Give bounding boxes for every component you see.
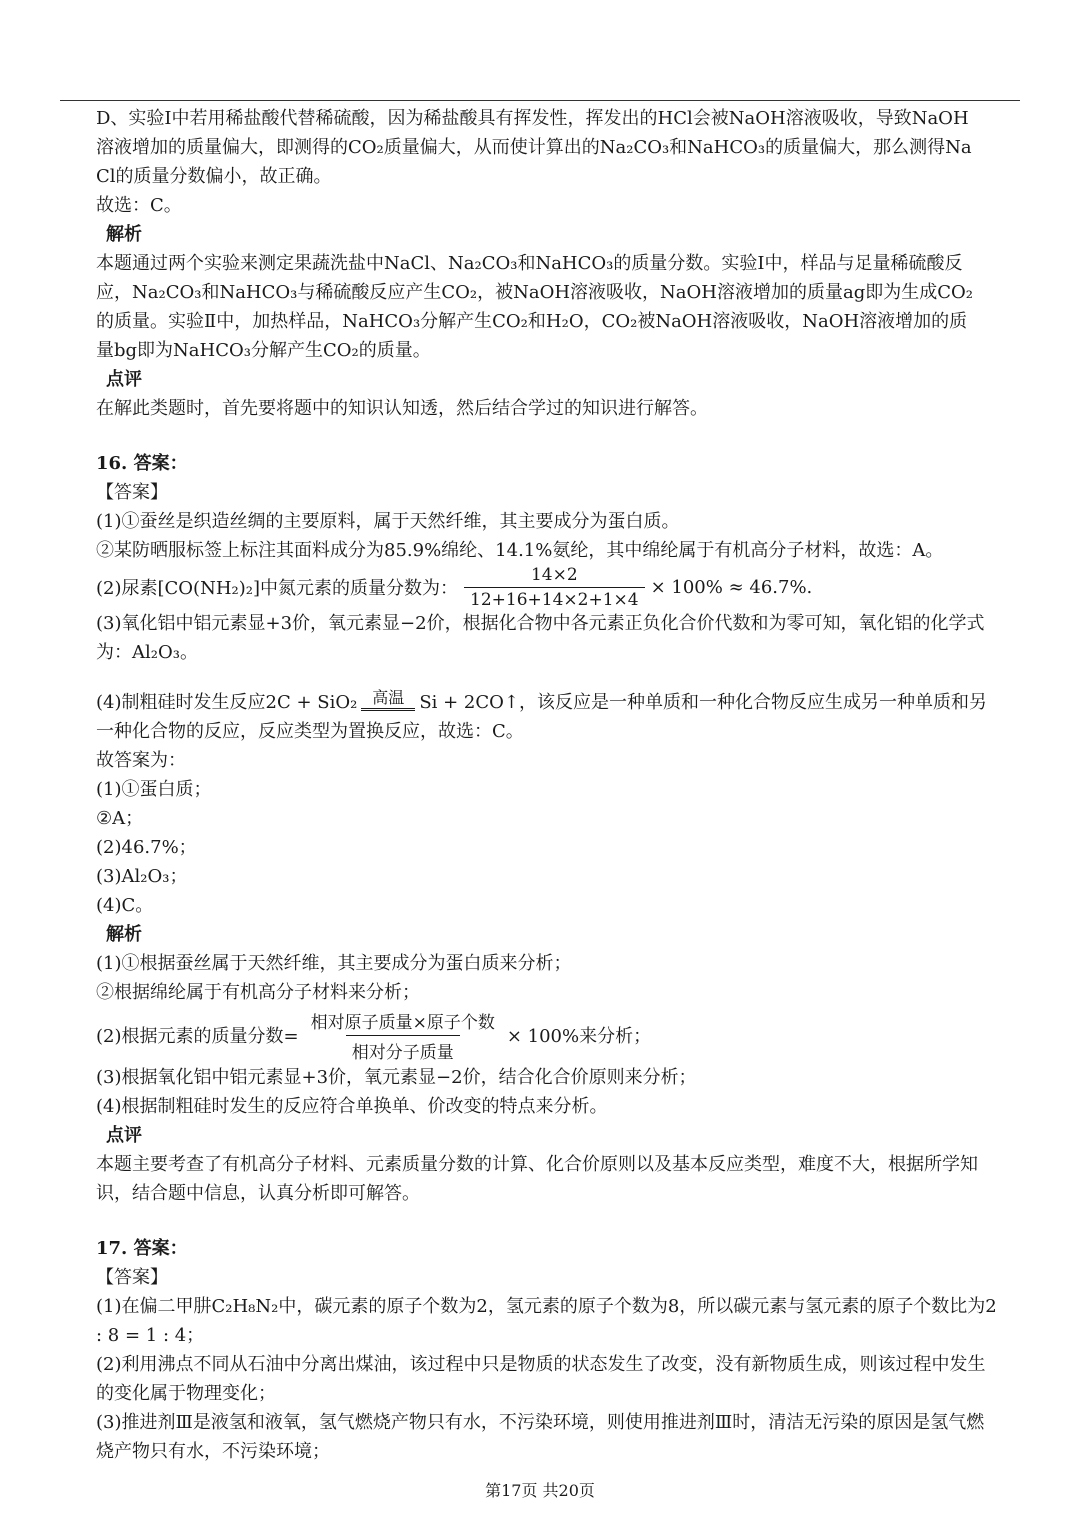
fraction-numerator: 相对原子质量×原子个数	[310, 1012, 495, 1033]
prev-answer-block	[96, 104, 1044, 423]
text-line: (4)C。	[96, 895, 154, 916]
text-line: 一种化合物的反应，反应类型为置换反应，故选：C。	[96, 721, 524, 742]
text-line: D、实验Ⅰ中若用稀盐酸代替稀硫酸，因为稀盐酸具有挥发性，挥发出的HCl会被NaOH溶液吸收，导致NaOH	[96, 108, 969, 129]
text-line: 故选：C。	[96, 195, 182, 216]
text-line: 本题通过两个实验来测定果蔬洗盐中NaCl、Na₂CO₃和NaHCO₃的质量分数。实验Ⅰ中，样品与足量稀硫酸反	[96, 253, 963, 274]
question-number: 17.	[96, 1238, 128, 1259]
text-line: (1)①根据蚕丝属于天然纤维，其主要成分为蛋白质来分析；	[96, 953, 572, 974]
equals-arrow-icon	[361, 708, 415, 711]
text-line: 烧产物只有水，不污染环境；	[96, 1441, 330, 1462]
question-17-title	[96, 1234, 1044, 1263]
answer-label: 答案：	[133, 1238, 188, 1259]
jiexi-heading: 解析	[106, 224, 142, 245]
answer-tag: 【答案】	[96, 482, 168, 503]
question-number: 16.	[96, 453, 128, 474]
answer-tag: 【答案】	[96, 1267, 168, 1288]
text-line: (2)利用沸点不同从石油中分离出煤油，该过程中只是物质的状态发生了改变，没有新物质生成，则该过程中发生	[96, 1354, 986, 1375]
text-line: (1)①蚕丝是织造丝绸的主要原料，属于天然纤维，其主要成分为蛋白质。	[96, 511, 680, 532]
reaction-arrow	[361, 688, 415, 717]
text-line: 故答案为：	[96, 750, 186, 771]
question-16-block	[96, 449, 1044, 1208]
text-line: (3)氧化铝中铝元素显+3价，氧元素显−2价，根据化合物中各元素正负化合价代数和为零可知，氧化铝的化学式	[96, 613, 985, 634]
text-line: : 8 = 1 : 4；	[96, 1325, 205, 1346]
text-line: 本题主要考查了有机高分子材料、元素质量分数的计算、化合价原则以及基本反应类型，难度不大，根据所学知	[96, 1154, 978, 1175]
formula-suffix: × 100% ≈ 46.7%.	[650, 576, 813, 598]
fraction-denominator: 12+16+14×2+1×4	[464, 587, 645, 610]
text-line: ②A；	[96, 808, 144, 829]
text-line: 的变化属于物理变化；	[96, 1383, 276, 1404]
formula-prefix: (2)根据元素的质量分数=	[96, 1026, 299, 1047]
fraction-numerator: 14×2	[530, 564, 578, 585]
fraction	[464, 565, 645, 610]
text-line: (1)在偏二甲肼C₂H₈N₂中，碳元素的原子个数为2，氢元素的原子个数为8，所以碳元素与氢元素的原子个数比为2	[96, 1296, 997, 1317]
dianping-heading: 点评	[106, 369, 142, 390]
reaction-suffix: Si + 2CO↑，该反应是一种单质和一种化合物反应生成另一种单质和另	[419, 692, 987, 713]
formula-prefix: (2)尿素[CO(NH₂)₂]中氮元素的质量分数为：	[96, 578, 458, 599]
text-line: (3)推进剂Ⅲ是液氢和液氧，氢气燃烧产物只有水，不污染环境，则使用推进剂Ⅲ时，清洁无污染的原因是氢气燃	[96, 1412, 985, 1433]
text-line: 量bg即为NaHCO₃分解产生CO₂的质量。	[96, 340, 431, 361]
text-line: (3)根据氧化铝中铝元素显+3价，氧元素显−2价，结合化合价原则来分析；	[96, 1067, 697, 1088]
dianping-heading: 点评	[106, 1125, 142, 1146]
text-line: 识，结合题中信息，认真分析即可解答。	[96, 1183, 420, 1204]
text-line: Cl的质量分数偏小，故正确。	[96, 166, 332, 187]
reaction-condition: 高温	[372, 688, 405, 707]
page-footer: 第17页 共20页	[485, 1481, 595, 1500]
text-line: (1)①蛋白质；	[96, 779, 212, 800]
text-line: 溶液增加的质量偏大，即测得的CO₂质量偏大，从而使计算出的Na₂CO₃和NaHCO₃的质量偏大，那么测得Na	[96, 137, 972, 158]
fraction	[305, 1008, 501, 1063]
text-line: 的质量。实验Ⅱ中，加热样品，NaHCO₃分解产生CO₂和H₂O，CO₂被NaOH溶液吸收，NaOH溶液增加的质	[96, 311, 968, 332]
jiexi-heading: 解析	[106, 924, 142, 945]
formula-suffix: × 100%来分析；	[506, 1026, 652, 1047]
text-line: 应，Na₂CO₃和NaHCO₃与稀硫酸反应产生CO₂，被NaOH溶液吸收，NaOH溶液增加的质量ag即为生成CO₂	[96, 282, 973, 303]
page-content	[96, 104, 1044, 1466]
text-line: (2)46.7%；	[96, 837, 197, 858]
text-line: (3)Al₂O₃；	[96, 866, 188, 887]
question-16-title	[96, 449, 1044, 478]
reaction-line	[96, 667, 1044, 717]
text-line: ②某防晒服标签上标注其面料成分为85.9%绵纶、14.1%氨纶，其中绵纶属于有机高分子材料，故选：A。	[96, 540, 944, 561]
text-line: 在解此类题时，首先要将题中的知识认知透，然后结合学过的知识进行解答。	[96, 398, 708, 419]
formula-line	[96, 565, 1044, 609]
header-rule	[60, 100, 1020, 101]
reaction-prefix: (4)制粗硅时发生反应2C + SiO₂	[96, 692, 358, 713]
fraction-denominator: 相对分子质量	[346, 1035, 460, 1063]
question-17-block	[96, 1234, 1044, 1466]
text-line: (4)根据制粗硅时发生的反应符合单换单、价改变的特点来分析。	[96, 1096, 608, 1117]
answer-label: 答案：	[133, 453, 188, 474]
formula-line	[96, 1007, 1044, 1063]
text-line: ②根据绵纶属于有机高分子材料来分析；	[96, 982, 420, 1003]
text-line: 为：Al₂O₃。	[96, 642, 198, 663]
